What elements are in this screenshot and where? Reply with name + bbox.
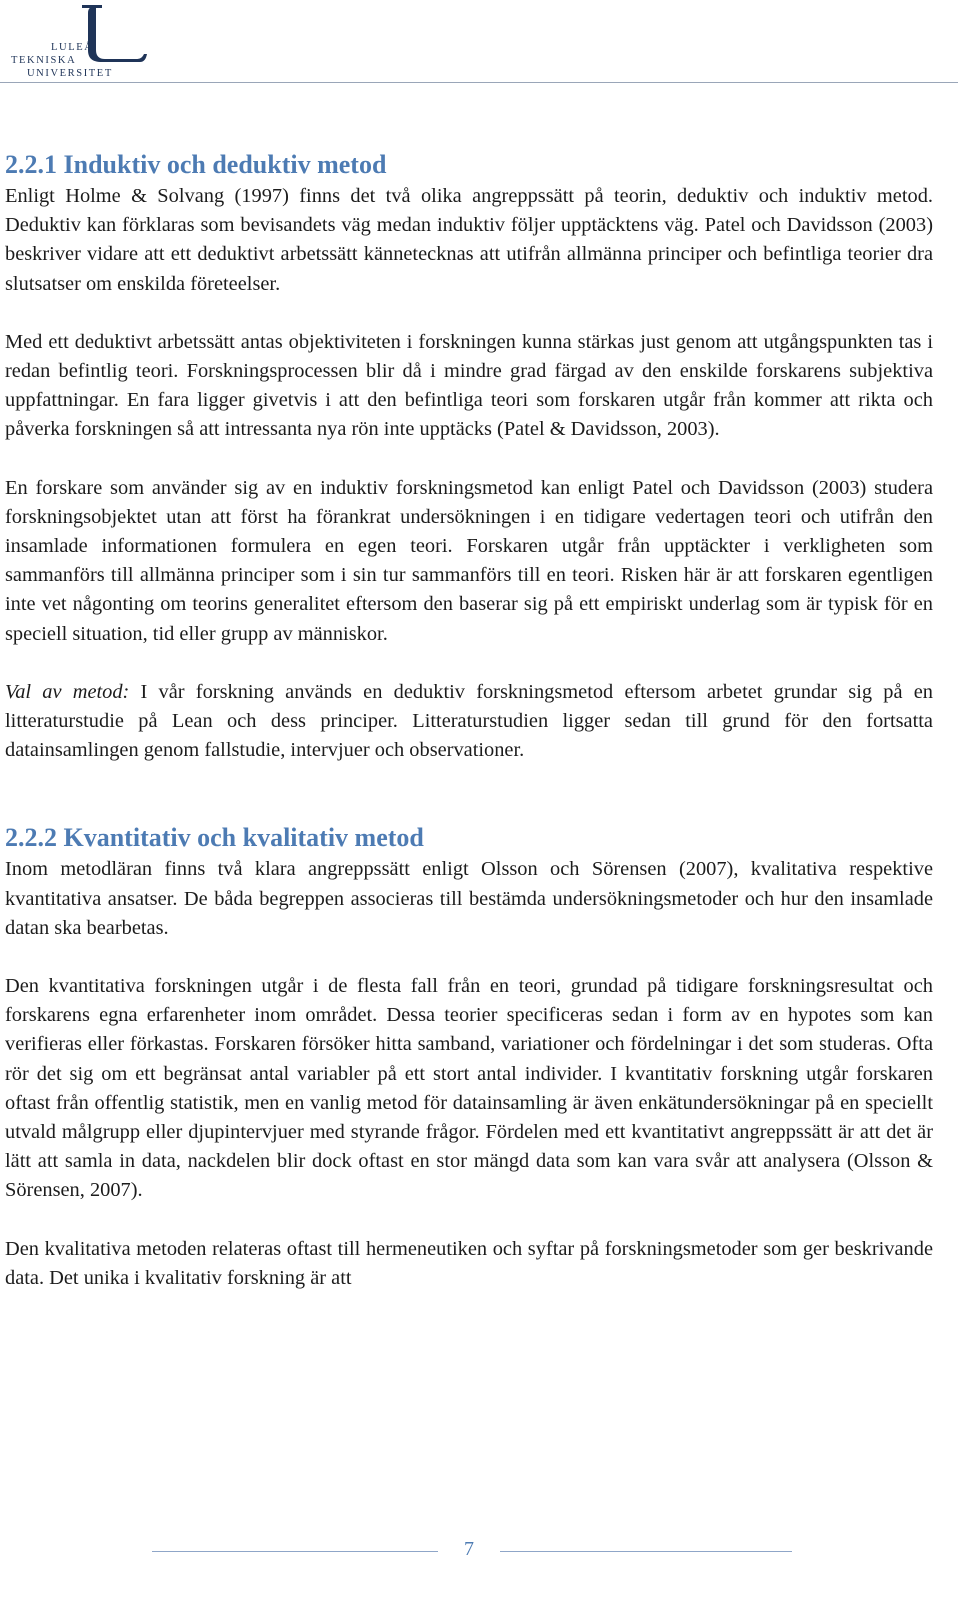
page-footer xyxy=(0,1536,960,1566)
logo-text-line: UNIVERSITET xyxy=(27,68,113,79)
logo-text-line: TEKNISKA xyxy=(11,55,77,66)
page-number: 7 xyxy=(464,1538,474,1560)
logo-text-line: LULEÅ xyxy=(51,42,94,53)
footer-rule-left xyxy=(152,1551,438,1552)
method-choice-paragraph xyxy=(5,678,933,766)
paragraph: Den kvalitativa metoden relateras oftast till hermeneutiken och syftar på forskningsmetoder som ger beskrivande data. Det unika i kvalitativ forskning är att xyxy=(5,1237,933,1289)
section-heading: 2.2.1 Induktiv och deduktiv metod xyxy=(5,150,387,179)
document-body xyxy=(5,148,933,1293)
page-header xyxy=(0,0,960,84)
university-logo xyxy=(10,4,150,80)
method-choice-text: I vår forskning används en deduktiv forskningsmetod eftersom arbetet grundar sig på en litteraturstudie på Lean och dess principer. Litteraturstudien ligger sedan till grund för den fortsatta datainsamlingen genom fallstudie, intervjuer och observationer. xyxy=(5,680,933,762)
paragraph: Inom metodläran finns två klara angreppssätt enligt Olsson och Sörensen (2007), kvalitativa respektive kvantitativa ansatser. De båda begreppen associeras till bestämda undersökningsmetoder och hur den insamlade datan ska bearbetas. xyxy=(5,858,933,939)
paragraph: Den kvantitativa forskningen utgår i de flesta fall från en teori, grundad på tidigare forskningsresultat och forskarens egna erfarenheter inom området. Dessa teorier specificeras sedan i form av en hypotes som kan verifieras eller förkastas. Forskaren försöker hitta samband, variationer och fördelningar i det som studeras. Ofta rör det sig om ett begränsat antal variabler på ett stort antal individer. I kvantitativ forskning utgår forskaren oftast från offentlig statistik, men en vanlig metod för datainsamling är även enkätundersökningar på en speciellt utvald målgrupp eller djupintervjuer med styrande frågor. Fördelen med ett kvantitativt angreppssätt är att det är lätt att samla in data, nackdelen blir dock oftast en stor mängd data som kan vara svår att analysera (Olsson & Sörensen, 2007). xyxy=(5,975,933,1202)
paragraph: Enligt Holme & Solvang (1997) finns det två olika angreppssätt på teorin, deduktiv och induktiv metod. Deduktiv kan förklaras som bevisandets väg medan induktiv följer upptäcktens väg. Patel och Davidsson (2003) beskriver vidare att ett deduktivt arbetssätt kännetecknas att utifrån allmänna principer och befintliga teorier dra slutsatser om enskilda företeelser. xyxy=(5,185,933,295)
header-divider xyxy=(0,82,958,83)
section-heading: 2.2.2 Kvantitativ och kvalitativ metod xyxy=(5,823,424,853)
footer-rule-right xyxy=(500,1551,792,1552)
method-choice-label: Val av metod: xyxy=(5,680,130,703)
paragraph: En forskare som använder sig av en induktiv forskningsmetod kan enligt Patel och Davidsson (2003) studera forskningsobjektet utan att först ha förankrat undersökningen i en tidigare vedertagen teori och utifrån den insamlade informationen formulera en egen teori. Forskaren utgår från upptäckter i verkligheten som sammanförs till allmänna principer som i sin tur sammanförs till en teori. Risken här är att forskaren egentligen inte vet någonting om teorins generalitet eftersom den baserar sig på ett empiriskt underlag som är typisk för en speciell situation, tid eller grupp av människor. xyxy=(5,476,933,645)
paragraph: Med ett deduktivt arbetssätt antas objektiviteten i forskningen kunna stärkas just genom att utgångspunkten tas i redan befintlig teori. Forskningsprocessen blir då i mindre grad färgad av den enskilde forskarens subjektiva uppfattningar. En fara ligger givetvis i att den befintliga teori som forskaren utgår från kommer att rikta och påverka forskningen så att intressanta nya rön inte upptäcks (Patel & Davidsson, 2003). xyxy=(5,330,933,441)
